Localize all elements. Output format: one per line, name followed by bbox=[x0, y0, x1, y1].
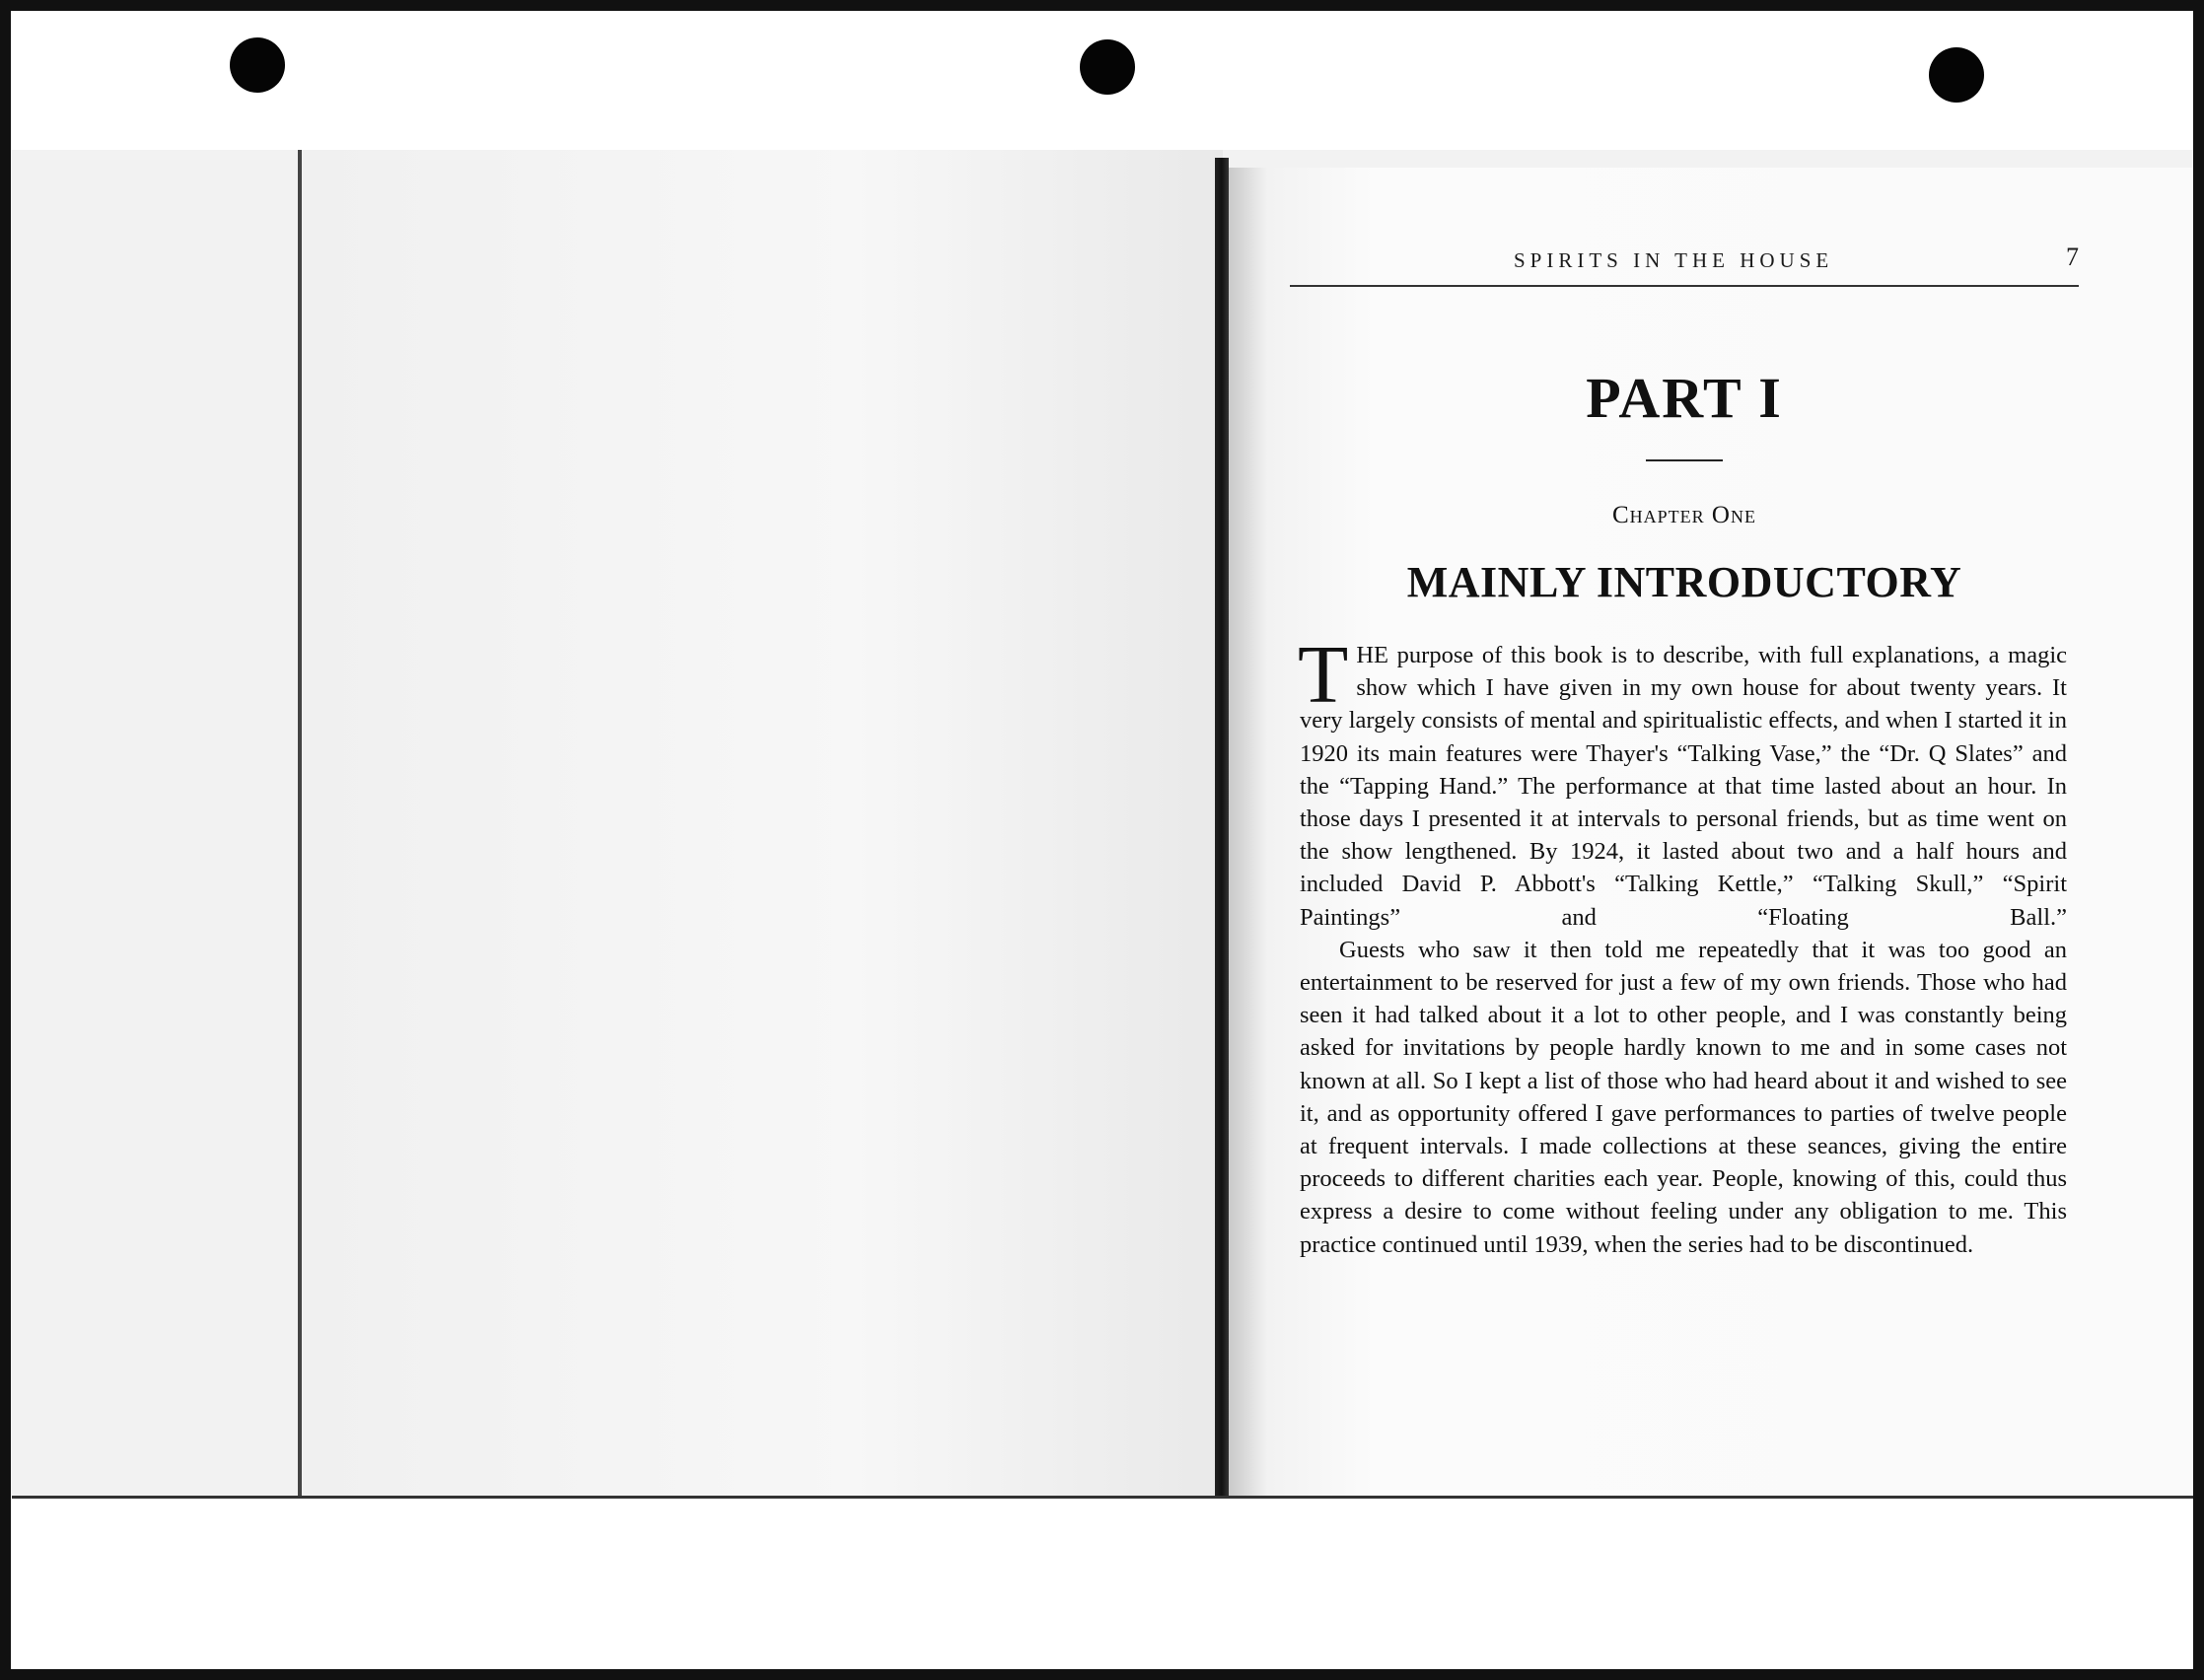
punch-hole-left bbox=[230, 37, 285, 93]
body-text bbox=[1298, 629, 2067, 1261]
part-title: PART I bbox=[1586, 366, 1783, 430]
punch-hole-center bbox=[1080, 39, 1135, 95]
left-page bbox=[298, 150, 1223, 1496]
running-title: SPIRITS IN THE HOUSE bbox=[1514, 248, 1834, 272]
running-head bbox=[1290, 241, 2079, 280]
book-gutter bbox=[1215, 158, 1229, 1496]
part-divider bbox=[1646, 459, 1723, 461]
page-number: 7 bbox=[2066, 243, 2079, 271]
chapter-title: MAINLY INTRODUCTORY bbox=[1406, 558, 1962, 606]
header-rule bbox=[1290, 285, 2079, 287]
paragraph-1 bbox=[1298, 629, 2067, 934]
paragraph-1-text: HE purpose of this book is to describe, with full explanations, a magic show which I have given in my own house for about twenty years. It very largely consists of mental and spiritualistic effects, and when I started it in 1920 its main features were Thayer's “Talking Vase,” the “Dr. Q Slates” and the “Tapping Hand.” The performance at that time lasted about an hour. In those days I presented it at intervals to personal friends, but as time went on the show lengthened. By 1924, it lasted about two and a half hours and included David P. Abbott's “Talking Kettle,” “Talking Skull,” “Spirit Paintings” and “Floating Ball.” bbox=[1300, 642, 2067, 931]
spread-bottom-edge bbox=[12, 1496, 2194, 1499]
chapter-number: Chapter One bbox=[1612, 502, 1756, 528]
paragraph-2: Guests who saw it then told me repeatedly that it was too good an entertainment to be reserved for just a few of my own friends. Those who had seen it had talked about it a lot to other people, and I was constantly being asked for invitations by people hardly known to me and in some cases not known at all. So I kept a list of those who had heard about it and wished to see it, and as opportunity offered I gave performances to parties of twelve people at frequent intervals. I made collections at these seances, giving the entire proceeds to different charities each year. People, knowing of this, could thus express a desire to come without feeling under any obligation to me. This practice continued until 1939, when the series had to be discontinued. bbox=[1300, 936, 2067, 1258]
punch-hole-right bbox=[1929, 47, 1984, 103]
drop-cap: T bbox=[1298, 629, 1349, 721]
